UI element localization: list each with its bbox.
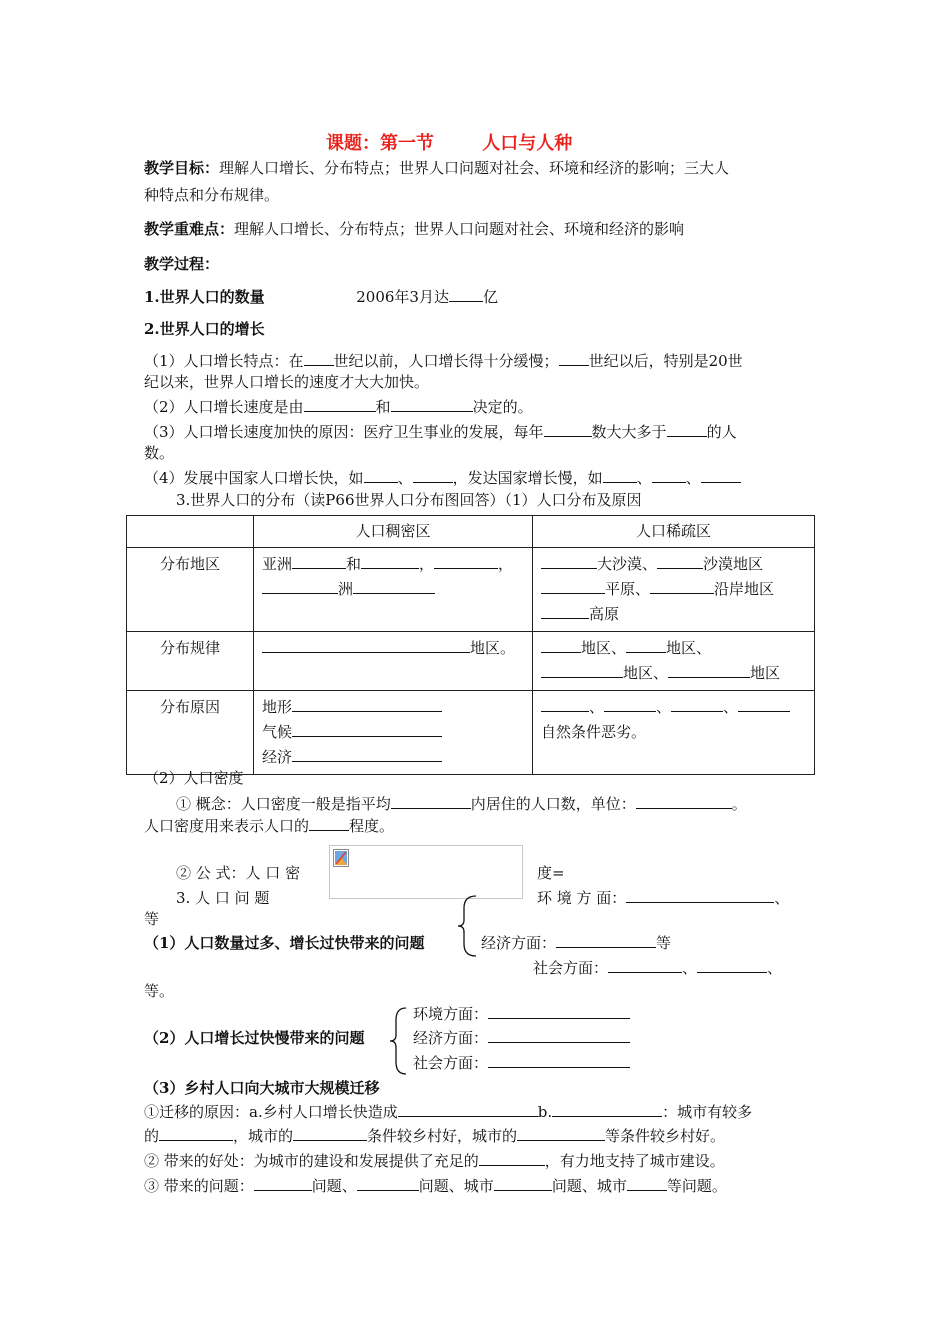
text: 决定的。 — [472, 398, 533, 416]
text: 的人 — [706, 423, 737, 441]
brace-1 — [456, 894, 480, 958]
text: ，城市的 — [233, 1127, 294, 1145]
blank — [292, 554, 346, 569]
formula-image-placeholder — [329, 845, 523, 899]
blank — [357, 1176, 419, 1191]
blank — [361, 554, 419, 569]
objectives-label: 教学目标： — [144, 159, 220, 177]
text: ：城市有较多 — [662, 1103, 753, 1121]
text: 等 — [656, 934, 672, 952]
text: 条件较乡村好，城市的 — [367, 1127, 518, 1145]
blank — [738, 697, 790, 712]
problem-2-label: （2）人口增长过快慢带来的问题 — [144, 1029, 365, 1047]
blank — [304, 351, 334, 366]
text: 、 — [397, 469, 413, 487]
key-points-text: 理解人口增长、分布特点；世界人口问题对社会、环境和经济的影响 — [234, 220, 685, 238]
col-dense-header: 人口稠密区 — [254, 516, 533, 548]
blank — [304, 397, 376, 412]
text: 问题、 — [311, 1177, 357, 1195]
text: 、 — [723, 698, 739, 716]
text: 人口密度用来表示人口的 — [144, 817, 310, 835]
problems-heading: 3. 人 口 问 题 — [176, 889, 270, 907]
blank — [541, 663, 623, 678]
text: 地形 — [262, 698, 293, 716]
blank — [292, 697, 442, 712]
key-points-label: 教学重难点： — [144, 220, 235, 238]
text: 世纪以后，特别是20世 — [588, 352, 743, 370]
objectives-text: 理解人口增长、分布特点；世界人口问题对社会、环境和经济的影响；三大人 — [219, 159, 730, 177]
text: 、 — [636, 469, 652, 487]
text: 经济方面： — [481, 934, 557, 952]
text: 沿岸地区 — [714, 580, 775, 598]
text: b. — [537, 1103, 553, 1121]
problem-2-econ — [413, 1027, 630, 1050]
growth-point-3-line2: 数。 — [144, 444, 175, 462]
growth-point-3 — [144, 421, 737, 444]
blank — [488, 1028, 630, 1043]
section-3-heading: 3.世界人口的分布（读P66世界人口分布图回答）（1）人口分布及原因 — [176, 491, 642, 509]
blank — [413, 468, 453, 483]
cell-sparse-pattern — [533, 632, 815, 691]
problem-2-social — [413, 1052, 630, 1075]
migration-reason — [144, 1101, 752, 1124]
distribution-table — [126, 515, 815, 775]
text: 亚洲 — [262, 555, 293, 573]
blank — [541, 579, 605, 594]
blank — [701, 468, 741, 483]
text: ， — [498, 555, 514, 573]
blank — [657, 554, 703, 569]
blank — [652, 468, 686, 483]
blank — [636, 794, 732, 809]
blank — [671, 697, 723, 712]
section-1-unit: 亿 — [482, 288, 498, 306]
growth-point-1-line2: 纪以来，世界人口增长的速度才大大加快。 — [144, 373, 430, 391]
migration-reason-line2 — [144, 1125, 725, 1148]
text: （2）人口增长速度是由 — [144, 398, 304, 416]
cell-dense-region — [254, 548, 533, 632]
blank — [434, 554, 498, 569]
process-label: 教学过程： — [144, 255, 220, 273]
problem-1-social — [533, 957, 782, 980]
section-1 — [144, 286, 498, 309]
growth-point-1 — [144, 350, 743, 373]
text: 经济方面： — [413, 1029, 489, 1047]
blank — [626, 888, 774, 903]
text: 和 — [375, 398, 391, 416]
blank — [650, 579, 714, 594]
text: 地区、 — [666, 639, 712, 657]
blank — [293, 1126, 367, 1141]
text: 内居住的人口数，单位： — [470, 795, 636, 813]
title-name: 人口与人种 — [482, 133, 573, 154]
table-row — [127, 548, 815, 632]
text: 的 — [144, 1127, 160, 1145]
text: 高原 — [589, 605, 620, 623]
text: 。 — [731, 795, 747, 813]
blank — [541, 697, 589, 712]
text: （4）发展中国家人口增长快，如 — [144, 469, 364, 487]
blank — [627, 1176, 667, 1191]
text: 、 — [589, 698, 605, 716]
blank — [541, 604, 589, 619]
section-2-heading: 2.世界人口的增长 — [144, 320, 265, 338]
blank — [559, 351, 589, 366]
blank — [391, 397, 473, 412]
cell-dense-pattern — [254, 632, 533, 691]
text: 社会方面： — [413, 1054, 489, 1072]
migration-benefit — [144, 1150, 725, 1173]
blank — [309, 816, 349, 831]
page-title — [326, 130, 572, 157]
text: （1）人口增长特点：在 — [144, 352, 304, 370]
text: 自然条件恶劣。 — [541, 723, 647, 741]
text: 、 — [774, 889, 790, 907]
objectives-line1 — [144, 157, 729, 180]
blank — [292, 747, 442, 762]
blank — [391, 794, 471, 809]
section-1-heading: 1.世界人口的数量 — [144, 288, 265, 306]
blank — [541, 638, 581, 653]
text: 数大大多于 — [591, 423, 667, 441]
brace-2 — [388, 1006, 410, 1076]
objectives-line2: 种特点和分布规律。 — [144, 186, 280, 204]
title-prefix: 课题：第一节 — [326, 133, 434, 154]
text: 问题、城市 — [418, 1177, 494, 1195]
blank — [604, 697, 656, 712]
density-formula-right: 度= — [537, 864, 565, 882]
blank — [552, 1102, 662, 1117]
cell-dense-cause — [254, 691, 533, 775]
problem-1-econ — [481, 932, 671, 955]
text: ， — [419, 555, 435, 573]
text: 经济 — [262, 748, 293, 766]
broken-image-icon — [333, 849, 349, 867]
text: 问题、城市 — [551, 1177, 627, 1195]
blank — [159, 1126, 233, 1141]
blank — [517, 1126, 605, 1141]
migration-heading: （3）乡村人口向大城市大规模迁移 — [144, 1079, 380, 1097]
cell-sparse-cause — [533, 691, 815, 775]
problem-1-env — [537, 887, 789, 910]
blank — [494, 1176, 552, 1191]
text: ② 带来的好处：为城市的建设和发展提供了充足的 — [144, 1152, 479, 1170]
density-heading: （2）人口密度 — [144, 769, 244, 787]
text: 社会方面： — [533, 959, 609, 977]
blank — [668, 663, 750, 678]
blank — [398, 1102, 538, 1117]
text: 等条件较乡村好。 — [605, 1127, 726, 1145]
density-formula-left: ② 公 式：人 口 密 — [176, 864, 301, 882]
blank — [626, 638, 666, 653]
text: 沙漠地区 — [703, 555, 764, 573]
text: 洲 — [338, 580, 354, 598]
blank — [364, 468, 398, 483]
text: 环境方面： — [413, 1005, 489, 1023]
problem-1-social-deng: 等。 — [144, 982, 175, 1000]
text: 地区。 — [470, 639, 516, 657]
text: 世纪以前，人口增长得十分缓慢； — [333, 352, 559, 370]
text: 平原、 — [605, 580, 651, 598]
problem-1-env-deng: 等 — [144, 910, 160, 928]
text: 环 境 方 面： — [537, 889, 627, 907]
growth-point-2 — [144, 396, 533, 419]
blank — [541, 554, 597, 569]
blank — [479, 1151, 545, 1166]
text: ①迁移的原因：a.乡村人口增长快造成 — [144, 1103, 398, 1121]
section-1-text: 2006年3月达 — [356, 288, 449, 306]
text: 、 — [767, 959, 783, 977]
blank — [697, 958, 767, 973]
text: ③ 带来的问题： — [144, 1177, 254, 1195]
text: 大沙漠、 — [597, 555, 658, 573]
blank — [556, 933, 656, 948]
blank — [544, 422, 592, 437]
text: （3）人口增长速度加快的原因：医疗卫生事业的发展，每年 — [144, 423, 544, 441]
blank — [262, 579, 338, 594]
density-concept — [176, 793, 747, 816]
cell-sparse-region — [533, 548, 815, 632]
table-corner — [127, 516, 254, 548]
migration-problems — [144, 1175, 727, 1198]
blank — [608, 958, 682, 973]
blank — [262, 638, 470, 653]
table-row — [127, 632, 815, 691]
row-label-cause: 分布原因 — [127, 691, 254, 775]
text: ，有力地支持了城市建设。 — [544, 1152, 725, 1170]
text: 地区、 — [623, 664, 669, 682]
text: ① 概念：人口密度一般是指平均 — [176, 795, 391, 813]
blank — [353, 579, 435, 594]
row-label-region: 分布地区 — [127, 548, 254, 632]
text: 、 — [685, 469, 701, 487]
problem-1-label: （1）人口数量过多、增长过快带来的问题 — [144, 934, 425, 952]
text: 气候 — [262, 723, 293, 741]
col-sparse-header: 人口稀疏区 — [533, 516, 815, 548]
text: 、 — [656, 698, 672, 716]
blank — [292, 722, 442, 737]
table-row — [127, 691, 815, 775]
text: 、 — [682, 959, 698, 977]
density-concept-line2 — [144, 815, 394, 838]
growth-point-4 — [144, 467, 741, 490]
text: 程度。 — [349, 817, 395, 835]
table-header-row — [127, 516, 815, 548]
blank — [603, 468, 637, 483]
text: ，发达国家增长慢，如 — [452, 469, 603, 487]
blank — [488, 1004, 630, 1019]
blank — [667, 422, 707, 437]
key-points — [144, 218, 684, 241]
blank — [449, 287, 483, 302]
row-label-pattern: 分布规律 — [127, 632, 254, 691]
text: 和 — [346, 555, 362, 573]
blank — [488, 1053, 630, 1068]
text: 地区 — [750, 664, 781, 682]
text: 地区、 — [581, 639, 627, 657]
blank — [254, 1176, 312, 1191]
text: 等问题。 — [666, 1177, 727, 1195]
problem-2-env — [413, 1003, 630, 1026]
